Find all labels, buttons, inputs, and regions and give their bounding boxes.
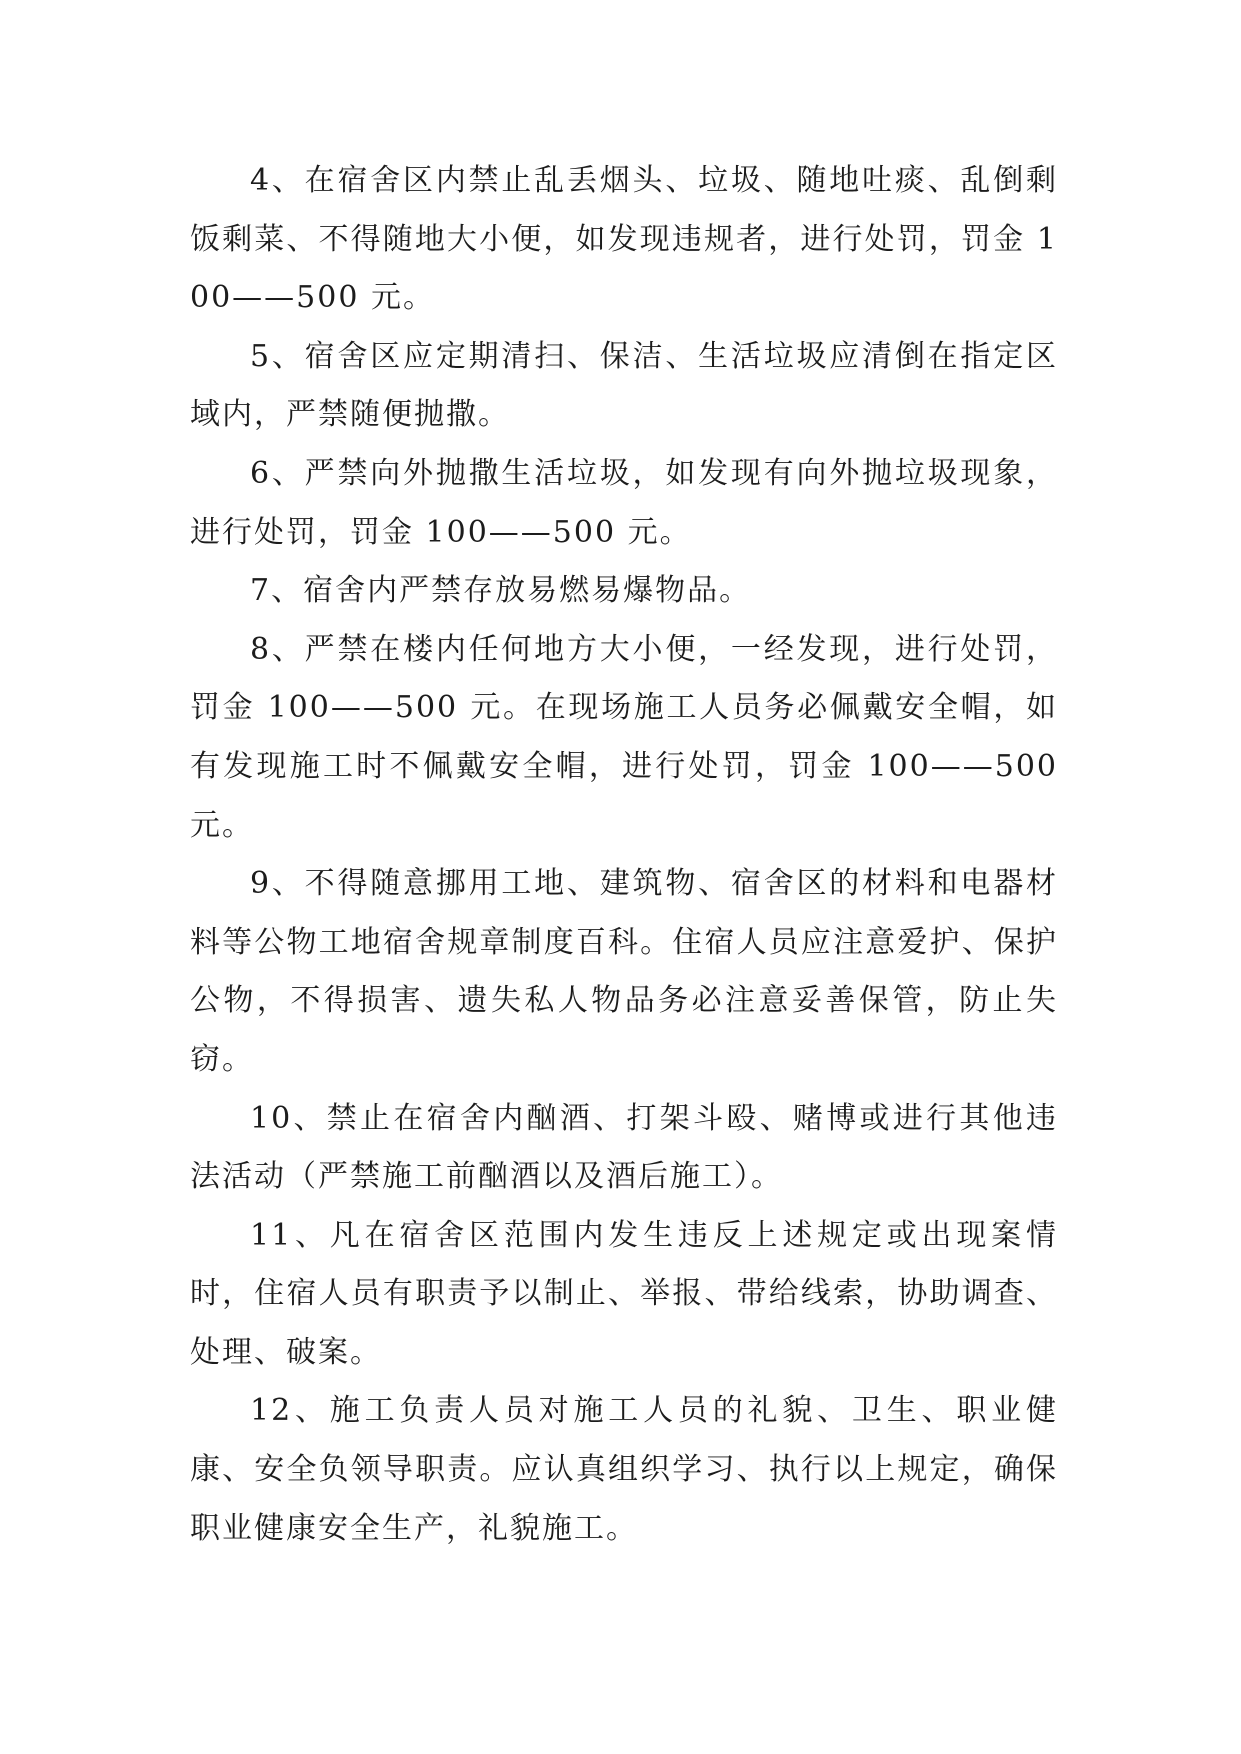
paragraph-rule-4: 4、在宿舍区内禁止乱丢烟头、垃圾、随地吐痰、乱倒剩饭剩菜、不得随地大小便，如发现违规者，进行处罚，罚金 100——500 元。 (190, 163, 1058, 316)
paragraph-rule-10: 10、禁止在宿舍内酗酒、打架斗殴、赌博或进行其他违法活动（严禁施工前酗酒以及酒后施工）。 (190, 1100, 1058, 1195)
paragraph-rule-6: 6、严禁向外抛撒生活垃圾，如发现有向外抛垃圾现象，进行处罚，罚金 100——500 元。 (190, 455, 1058, 550)
paragraph-rule-8: 8、严禁在楼内任何地方大小便，一经发现，进行处罚，罚金 100——500 元。在现场施工人员务必佩戴安全帽，如有发现施工时不佩戴安全帽，进行处罚，罚金 100——500 元。 (190, 631, 1058, 843)
paragraph-rule-12: 12、施工负责人员对施工人员的礼貌、卫生、职业健康、安全负领导职责。应认真组织学习、执行以上规定，确保职业健康安全生产，礼貌施工。 (190, 1393, 1058, 1546)
paragraph-rule-9: 9、不得随意挪用工地、建筑物、宿舍区的材料和电器材料等公物工地宿舍规章制度百科。住宿人员应注意爱护、保护公物，不得损害、遗失私人物品务必注意妥善保管，防止失窃。 (190, 866, 1058, 1077)
paragraph-rule-5: 5、宿舍区应定期清扫、保洁、生活垃圾应清倒在指定区域内，严禁随便抛撒。 (190, 338, 1058, 433)
document-body (190, 152, 1058, 1558)
paragraph-rule-11: 11、凡在宿舍区范围内发生违反上述规定或出现案情时，住宿人员有职责予以制止、举报、带给线索，协助调查、处理、破案。 (190, 1217, 1058, 1370)
paragraph-rule-7: 7、宿舍内严禁存放易燃易爆物品。 (250, 573, 752, 609)
